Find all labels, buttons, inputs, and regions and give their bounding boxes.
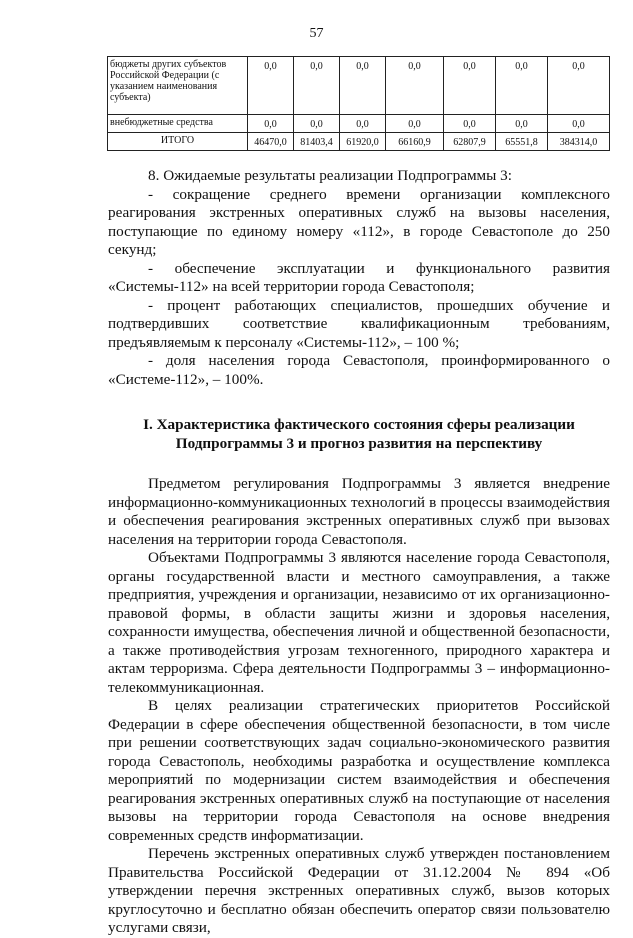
result-item: - сокращение среднего времени организации комплексного реагирования экстренных оперативных служб на вызовы населения, поступающие по единому номеру «112», в городе Севастополе до 250 секунд;: [108, 185, 610, 258]
table-cell: 0,0: [444, 115, 496, 133]
table-cell: 81403,4: [294, 133, 340, 151]
section-heading-line: I. Характеристика фактического состояния сферы реализации: [143, 416, 575, 433]
table-cell: 0,0: [340, 115, 386, 133]
result-item: - процент работающих специалистов, прошедших обучение и подтвердивших соответствие квалификационным требованиям, предъявляемым к персоналу «Системы-112», – 100 %;: [108, 296, 610, 351]
row-label: внебюджетные средства: [108, 115, 248, 133]
table-cell: 384314,0: [548, 133, 610, 151]
paragraph: Предметом регулирования Подпрограммы 3 является внедрение информационно-коммуникационных технологий в процессы взаимодействия и обеспечения реагирования экстренных оперативных служб при вызовах населения на территории города Севастополя.: [108, 475, 610, 548]
table-cell: 0,0: [386, 115, 444, 133]
table-row: [108, 115, 610, 133]
table-cell: 62807,9: [444, 133, 496, 151]
page-number: 57: [309, 26, 324, 41]
table-cell: 0,0: [496, 57, 548, 115]
table-cell: 0,0: [294, 57, 340, 115]
table-cell: 65551,8: [496, 133, 548, 151]
table-cell: 0,0: [548, 115, 610, 133]
row-label: ИТОГО: [108, 133, 248, 151]
result-item: - доля населения города Севастополя, проинформированного о «Системе-112», – 100%.: [108, 352, 610, 388]
paragraph: Объектами Подпрограммы 3 являются население города Севастополя, органы государственной власти и местного самоуправления, а также предприятия, учреждения и организации, независимо от их организационно-правовой формы, в области защиты жизни и здоровья населения, сохранности имущества, обеспечения личной и общественной безопасности, а также противодействия угрозам техногенного, природного характера и актам терроризма. Сфера деятельности Подпрограммы 3 – информационно-телекоммуникационная.: [108, 549, 610, 696]
row-label: бюджеты других субъектов Российской Федерации (с указанием наименования субъекта): [108, 57, 248, 115]
section-8-title: 8. Ожидаемые результаты реализации Подпрограммы 3:: [148, 167, 512, 184]
table-cell: 0,0: [248, 57, 294, 115]
table-cell: 66160,9: [386, 133, 444, 151]
document-body: [108, 167, 610, 938]
table-cell: 0,0: [294, 115, 340, 133]
table-cell: 0,0: [548, 57, 610, 115]
paragraph: Перечень экстренных оперативных служб утвержден постановлением Правительства Российской Федерации от 31.12.2004 № 894 «Об утверждении перечня экстренных оперативных служб, вызов которых круглосуточно и бесплатно обязан обеспечить оператор связи пользователю услугами связи,: [108, 845, 610, 936]
result-item: - обеспечение эксплуатации и функционального развития «Системы-112» на всей территории города Севастополя;: [108, 259, 610, 295]
table-cell: 0,0: [444, 57, 496, 115]
table-cell: 46470,0: [248, 133, 294, 151]
table-cell: 61920,0: [340, 133, 386, 151]
table-row: [108, 57, 610, 115]
table-cell: 0,0: [340, 57, 386, 115]
section-heading-line: Подпрограммы 3 и прогноз развития на перспективу: [175, 435, 543, 452]
table-cell: 0,0: [248, 115, 294, 133]
section-heading: [108, 415, 610, 453]
budget-table: [107, 56, 610, 151]
table-cell: 0,0: [386, 57, 444, 115]
table-row: [108, 133, 610, 151]
paragraph: В целях реализации стратегических приоритетов Российской Федерации в сфере обеспечения общественной безопасности, в том числе при решении соответствующих задач социально-экономического развития города Севастополь, необходимы разработка и осуществление комплекса мероприятий по модернизации систем взаимодействия и обеспечения реагирования экстренных оперативных служб на поступающие от населения вызовы на территории города Севастополя на основе внедрения современных средств информатизации.: [108, 697, 610, 844]
table-cell: 0,0: [496, 115, 548, 133]
